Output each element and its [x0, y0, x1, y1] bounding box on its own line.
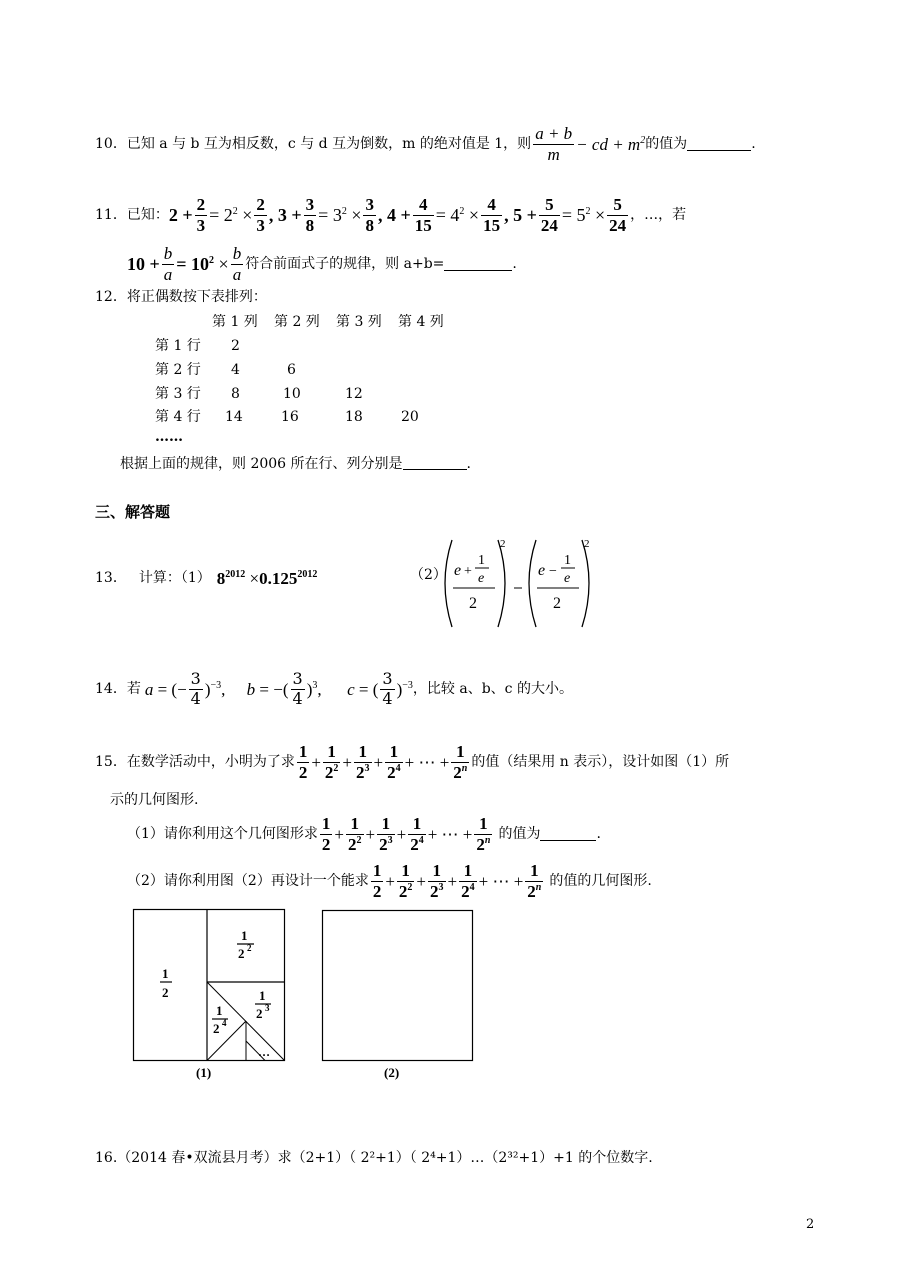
table-cell: 4 [231, 362, 240, 378]
question-text: 的值（结果用 n 表示），设计如图（1）所 [471, 754, 730, 770]
table-cell: 20 [401, 409, 419, 425]
column-header: 第 2 列 [274, 314, 320, 330]
question-12-conclusion [120, 457, 471, 471]
exponent: 2 [640, 134, 646, 146]
question-15 [95, 740, 729, 784]
fraction-4-15-b: $\frac{4}{15}$ [483, 194, 501, 235]
question-label: （2） [410, 567, 447, 583]
table-cell: 18 [345, 409, 363, 425]
square-exponent: 2 [584, 538, 590, 550]
answer-blank[interactable] [403, 457, 467, 470]
table-ellipsis: …… [155, 429, 183, 445]
question-10 [95, 122, 756, 166]
question-11-line-2: 10 + $\frac{b}{a}$ = $10^2$ × $\frac{b}{a}$ 符合前面式子的规律，则 a+b= . [127, 243, 517, 284]
expression-a: a [144, 679, 154, 699]
svg-text:2: 2 [247, 943, 252, 953]
fraction-3-8-b: $\frac{3}{8}$ [365, 194, 374, 235]
question-13-expression [440, 535, 600, 631]
question-number: 15． [95, 754, 127, 770]
table-row [155, 363, 296, 377]
column-header: 第 1 列 [212, 314, 258, 330]
fraction-2-3-b: $\frac{2}{3}$ [256, 194, 265, 235]
fraction-3-4-b: $\frac{3}{4}$ [292, 669, 303, 708]
svg-text:1: 1 [241, 928, 248, 943]
geometric-series: $\frac{1}{2}$ + $\frac{1}{2^2}$ + $\frac{1}{2^3}$ + $\frac{1}{2^4}$ + ⋯ + $\frac{1}{2^n}$ [298, 741, 468, 782]
svg-text:e: e [538, 562, 546, 579]
svg-text:4: 4 [222, 1018, 227, 1028]
svg-text:2: 2 [238, 946, 245, 961]
period: . [596, 826, 601, 842]
expression: − cd + m [576, 134, 641, 154]
power-expression: $8^{2012} \times 0.125^{2012}$ [216, 568, 318, 588]
table-row [155, 339, 240, 353]
fraction-4-15: $\frac{4}{15}$ [414, 194, 432, 235]
fraction-3-8: $\frac{3}{8}$ [305, 194, 315, 235]
answer-blank[interactable] [687, 138, 751, 151]
expression-c: c [347, 679, 355, 699]
column-header: 第 4 列 [398, 314, 444, 330]
question-text-end: 的值为 [645, 136, 688, 152]
figure-1 [130, 905, 290, 1080]
svg-text:2: 2 [213, 1021, 220, 1036]
section-title: 三、解答题 [95, 503, 171, 521]
fraction-b-over-a-b: $\frac{b}{a}$ [232, 243, 242, 284]
question-number: 11． [95, 207, 127, 223]
answer-blank[interactable] [540, 828, 596, 841]
table-row [155, 410, 419, 424]
row-label: 第 1 行 [155, 338, 201, 354]
example-2: , 3 + [268, 205, 302, 225]
question-text: （1）请你利用这个几何图形求 [127, 826, 318, 842]
question-13 [95, 563, 317, 593]
question-14: 14． 若 a = (− $\frac{3}{4}$ )$^{-3}$, b = −( $\frac{3}{4}$ )$^3$, c = ( $\frac{3}{4}$ )$^{-3}$ ，比较 a、b、c 的大小。 [95, 669, 573, 708]
geometric-series: $\frac{1}{2}$ + $\frac{1}{2^2}$ + $\frac{1}{2^3}$ + $\frac{1}{2^4}$ + ⋯ + $\frac{1}{2^n}$ [372, 860, 542, 901]
fraction-3-4-c: $\frac{3}{4}$ [382, 669, 393, 708]
table-cell: 16 [281, 409, 299, 425]
question-16: 16.（2014 春•双流县月考）求（2+1）（ 2²+1）（ 2⁴+1）…（2³²+1）+1 的个位数字. [95, 1150, 653, 1166]
fraction-2-3: $\frac{2}{3}$ [196, 194, 206, 235]
fraction-b-over-a: $\frac{b}{a}$ [163, 243, 173, 284]
svg-text:1: 1 [162, 966, 169, 981]
fraction-5-24-b: $\frac{5}{24}$ [609, 194, 627, 235]
svg-text:2: 2 [469, 595, 477, 612]
example-4: , 5 + [504, 205, 537, 225]
table-cell: 14 [225, 409, 243, 425]
question-text: ，比较 a、b、c 的大小。 [412, 681, 573, 697]
question-15-continued: 示的几何图形. [110, 792, 199, 808]
table-cell: 10 [283, 386, 301, 402]
page-number: 2 [806, 1217, 815, 1232]
fraction-5-24: $\frac{5}{24}$ [540, 194, 558, 235]
question-text: 将正偶数按下表排列： [126, 289, 267, 305]
period: . [466, 456, 471, 472]
svg-text:1: 1 [259, 988, 266, 1003]
example-3: , 4 + [377, 205, 411, 225]
table-cell: 2 [231, 338, 240, 354]
numerator: a + b [535, 123, 573, 143]
svg-text:−: − [549, 564, 557, 579]
svg-text:1: 1 [564, 553, 571, 568]
question-label: 计算：（1） [138, 570, 211, 586]
question-text: ，…，若 [630, 207, 687, 223]
svg-text:e: e [454, 562, 462, 579]
figure-caption: (1) [196, 1065, 212, 1080]
svg-text:3: 3 [265, 1003, 270, 1013]
question-text: 根据上面的规律，则 2006 所在行、列分别是 [120, 456, 403, 472]
column-header: 第 3 列 [336, 314, 382, 330]
question-label: 已知： [126, 207, 169, 223]
question-text: 若 [126, 681, 141, 697]
period: . [512, 256, 517, 272]
question-text: 在数学活动中，小明为了求 [126, 754, 295, 770]
answer-blank[interactable] [444, 258, 512, 271]
table-cell: 8 [231, 386, 240, 402]
row-label: 第 3 行 [155, 386, 201, 402]
table-header [212, 315, 460, 329]
expression-b: b [246, 679, 256, 699]
table-cell: 12 [345, 386, 363, 402]
example-1: 2 + [168, 205, 193, 225]
period: . [751, 136, 756, 152]
question-12 [95, 290, 267, 304]
svg-text:e: e [478, 571, 485, 586]
question-15-part-1 [127, 812, 601, 856]
question-11: 11． 已知： 2 + $\frac{2}{3}$ = $2^2$ × $\frac{2}{3}$ , 3 + $\frac{3}{8}$ = $3^2$ × $\frac{3}{8}$ , 4 + $\frac{4}{15}$ = $4^2$ × $\frac{4}{15}$ , 5 + $\frac{5}{24}$ = $5^2$ × $\frac{5}{24}$ ，…，若 [95, 194, 687, 235]
svg-text:1: 1 [216, 1003, 223, 1018]
table-row [155, 387, 363, 401]
question-number: 10． [95, 136, 127, 152]
row-label: 第 4 行 [155, 409, 201, 425]
svg-text:2: 2 [256, 1006, 263, 1021]
svg-text:2: 2 [553, 595, 561, 612]
fraction-a-plus-b-over-m [533, 124, 574, 164]
denominator: m [547, 144, 560, 164]
question-text: 已知 a 与 b 互为相反数，c 与 d 互为倒数，m 的绝对值是 1，则 [126, 136, 532, 152]
svg-text:1: 1 [478, 553, 485, 568]
question-text: 的值的几何图形. [549, 873, 652, 889]
question-text: 的值为 [498, 826, 541, 842]
figure-caption: (2) [384, 1065, 400, 1080]
square-exponent: 2 [500, 538, 506, 550]
row-label: 第 2 行 [155, 362, 201, 378]
question-text: 符合前面式子的规律，则 a+b= [245, 256, 445, 272]
question-number: 14． [95, 681, 127, 697]
figure-2 [318, 905, 478, 1080]
dots: … [258, 1045, 270, 1059]
fraction-3-4: $\frac{3}{4}$ [190, 669, 201, 708]
question-number: 12． [95, 289, 127, 305]
question-number: 13． [95, 570, 127, 586]
svg-text:e: e [564, 571, 571, 586]
question-15-part-2 [127, 859, 652, 903]
question-text: （2）请你利用图（2）再设计一个能求 [127, 873, 369, 889]
table-cell: 6 [287, 362, 296, 378]
geometric-series: $\frac{1}{2}$ + $\frac{1}{2^2}$ + $\frac{1}{2^3}$ + $\frac{1}{2^4}$ + ⋯ + $\frac{1}{2^n}$ [321, 813, 491, 854]
svg-text:2: 2 [162, 985, 169, 1000]
svg-text:+: + [464, 564, 472, 579]
